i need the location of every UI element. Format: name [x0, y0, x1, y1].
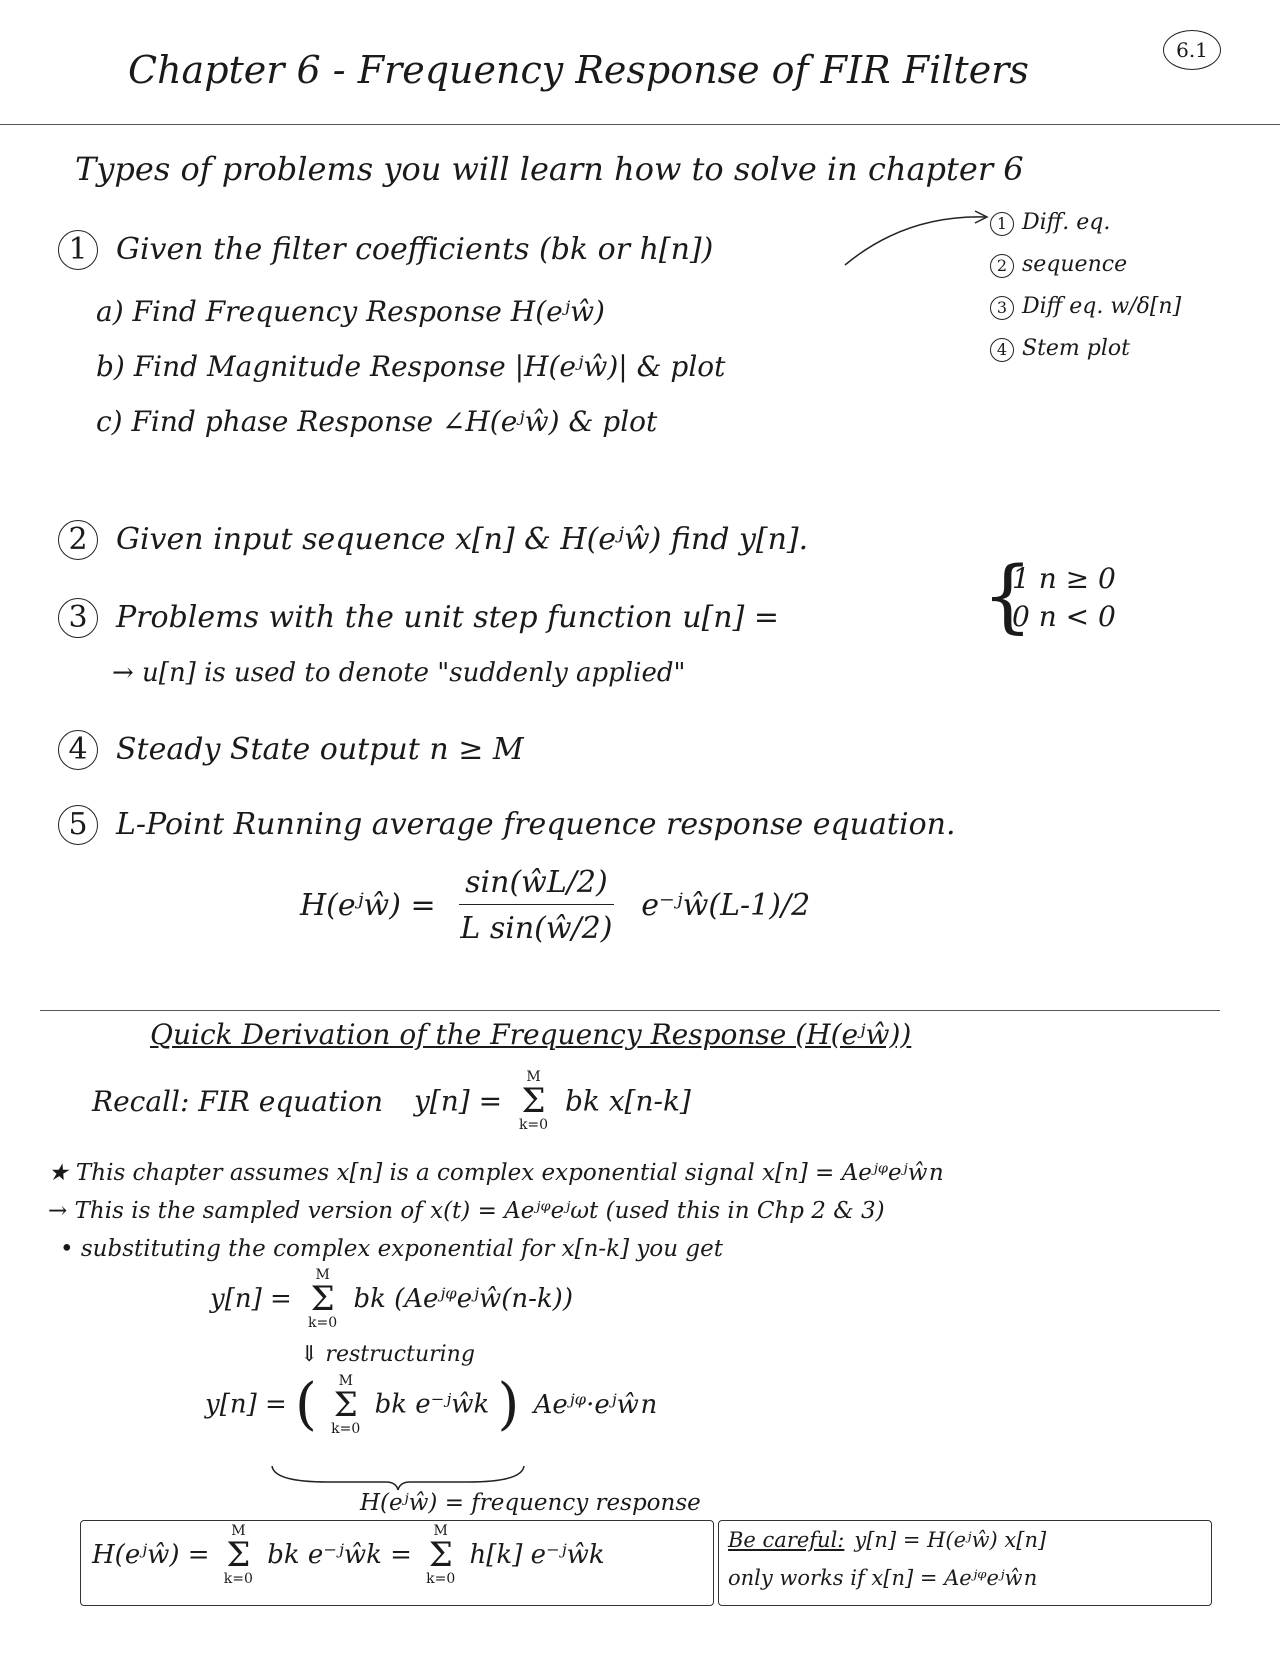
recall-rhs: bk x[n-k]	[564, 1084, 691, 1118]
problem-2	[58, 520, 808, 560]
problem-3-number: 3	[58, 598, 98, 638]
careful-label: Be careful:	[728, 1528, 845, 1552]
coef-form-number: 2	[990, 254, 1014, 278]
problem-1a: a) Find Frequency Response H(eʲŵ)	[96, 295, 605, 328]
restructuring-note: ⇓ restructuring	[300, 1342, 475, 1367]
problem-5-text: L-Point Running average frequence response equation.	[116, 807, 956, 842]
summation-lower: k=0	[426, 1571, 456, 1587]
substituted-equation	[210, 1268, 573, 1330]
problem-2-text: Given input sequence x[n] & H(eʲŵ) find y[n].	[116, 522, 809, 557]
final-rhs: h[k] e⁻ʲŵk	[469, 1540, 605, 1570]
sampled-note: → This is the sampled version of x(t) = Aeʲᵠeʲωt (used this in Chp 2 & 3)	[48, 1198, 885, 1224]
running-average-equation	[300, 865, 810, 946]
running-average-lhs: H(eʲŵ) =	[300, 888, 436, 923]
coef-form-label: Stem plot	[1022, 336, 1130, 361]
summation-lower: k=0	[331, 1420, 361, 1437]
final-equation	[92, 1524, 605, 1586]
summation-lower: k=0	[223, 1571, 253, 1587]
page-number-badge	[1163, 30, 1221, 70]
coef-form-label: sequence	[1022, 252, 1128, 277]
page-title: Chapter 6 - Frequency Response of FIR Filters	[128, 48, 1029, 92]
restructured-equation: y[n] = ( M Σ k=0 bk e⁻ʲŵk ) Aeʲᵠ·eʲŵn	[205, 1372, 658, 1437]
unit-step-cases: { 1 n ≥ 0 0 n < 0	[982, 549, 1116, 642]
recall-label: Recall: FIR equation	[92, 1084, 384, 1118]
substituted-rhs: bk (Aeʲᵠeʲŵ(n-k))	[353, 1284, 573, 1314]
intro-text: Types of problems you will learn how to solve in chapter 6	[75, 150, 1024, 188]
coef-form-item	[990, 202, 1181, 244]
summation-upper: M	[338, 1372, 353, 1389]
coef-form-item	[990, 328, 1181, 370]
page-number: 6.1	[1176, 38, 1208, 62]
summation-symbol: M Σ k=0	[426, 1523, 456, 1587]
summation-upper: M	[315, 1267, 330, 1283]
coef-form-number: 4	[990, 338, 1014, 362]
careful-line	[728, 1528, 1046, 1552]
coef-form-number: 3	[990, 296, 1014, 320]
final-lhs: H(eʲŵ) =	[92, 1540, 210, 1570]
problem-4-text: Steady State output n ≥ M	[116, 732, 524, 767]
restructured-lhs: y[n] =	[205, 1389, 287, 1420]
coef-form-label: Diff. eq.	[1022, 210, 1111, 235]
coef-forms-list	[990, 202, 1181, 370]
unit-step-case-1: 1 n ≥ 0	[1012, 562, 1116, 595]
substitute-note: • substituting the complex exponential for x[n-k] you get	[60, 1236, 723, 1262]
problem-4	[58, 730, 524, 770]
summation-upper: M	[433, 1523, 448, 1539]
assumption-note: ★ This chapter assumes x[n] is a complex exponential signal x[n] = Aeʲᵠeʲŵn	[48, 1160, 944, 1186]
recall-lhs: y[n] =	[413, 1084, 503, 1118]
problem-1-text: Given the filter coefficients (bk or h[n])	[116, 232, 714, 267]
summation-symbol: M Σ k=0	[308, 1267, 338, 1331]
section-divider	[40, 1010, 1220, 1011]
coef-form-item	[990, 286, 1181, 328]
summation-lower: k=0	[518, 1117, 549, 1133]
coef-form-number: 1	[990, 212, 1014, 236]
coef-form-label: Diff eq. w/δ[n]	[1022, 294, 1182, 319]
problem-5-number: 5	[58, 805, 98, 845]
substituted-lhs: y[n] =	[210, 1284, 292, 1314]
running-average-fraction	[459, 865, 614, 946]
header-rule	[0, 124, 1280, 125]
coef-pointer-arrow	[835, 205, 995, 275]
fraction-numerator: sin(ŵL/2)	[459, 865, 614, 905]
problem-4-number: 4	[58, 730, 98, 770]
restructured-tail: Aeʲᵠ·eʲŵn	[533, 1389, 658, 1420]
running-average-exponential: e⁻ʲŵ(L-1)/2	[641, 888, 811, 923]
summation-symbol: M Σ k=0	[518, 1069, 549, 1133]
derivation-heading: Quick Derivation of the Frequency Response (H(eʲŵ))	[150, 1018, 912, 1051]
fraction-denominator: L sin(ŵ/2)	[460, 911, 613, 946]
problem-1	[58, 230, 713, 270]
careful-equation: y[n] = H(eʲŵ) x[n]	[854, 1528, 1047, 1552]
summation-upper: M	[231, 1523, 246, 1539]
recall-equation	[92, 1070, 691, 1132]
problem-1b: b) Find Magnitude Response |H(eʲŵ)| & plot	[96, 350, 726, 383]
summation-symbol: M Σ k=0	[331, 1372, 361, 1437]
summation-symbol: M Σ k=0	[223, 1523, 253, 1587]
underbrace	[268, 1462, 528, 1492]
problem-1-number: 1	[58, 230, 98, 270]
unit-step-case-2: 0 n < 0	[1012, 600, 1116, 633]
summation-lower: k=0	[308, 1315, 338, 1331]
coef-form-item	[990, 244, 1181, 286]
summation-upper: M	[526, 1069, 541, 1085]
problem-1c: c) Find phase Response ∠H(eʲŵ) & plot	[96, 405, 658, 438]
problem-2-number: 2	[58, 520, 98, 560]
restructured-inner: bk e⁻ʲŵk	[374, 1389, 490, 1420]
problem-3	[58, 598, 779, 638]
careful-note: only works if x[n] = Aeʲᵠeʲŵn	[728, 1566, 1038, 1590]
problem-3-text: Problems with the unit step function u[n] =	[116, 600, 779, 635]
problem-3-note: → u[n] is used to denote "suddenly applied"	[112, 658, 686, 688]
final-mid: bk e⁻ʲŵk =	[267, 1540, 412, 1570]
brace-label: H(eʲŵ) = frequency response	[360, 1490, 701, 1516]
problem-5	[58, 805, 956, 845]
